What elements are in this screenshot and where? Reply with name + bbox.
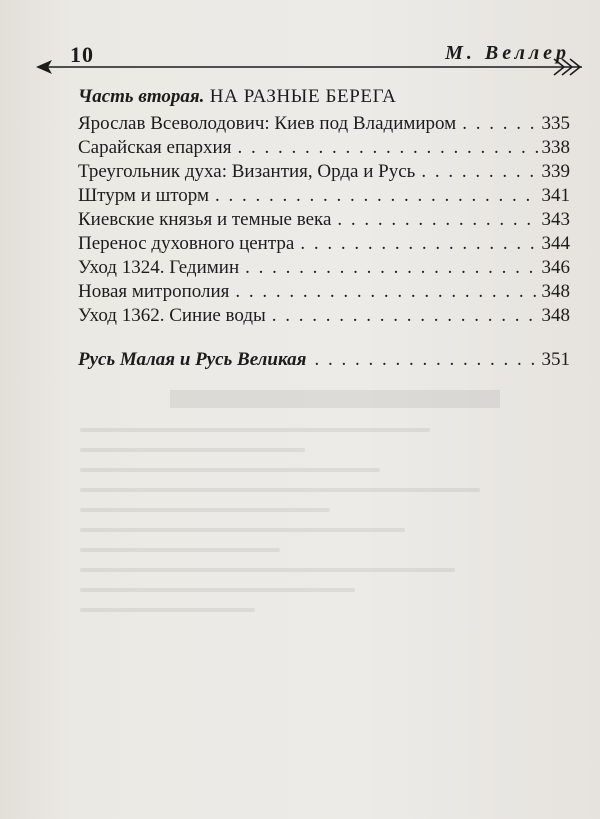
toc-entry-title: Треугольник духа: Византия, Орда и Русь bbox=[78, 161, 416, 182]
toc-entry-title: Уход 1324. Гедимин bbox=[78, 257, 240, 278]
toc-entry-title: Сарайская епархия bbox=[78, 137, 232, 158]
dot-leader bbox=[421, 160, 537, 184]
toc-entry bbox=[78, 304, 570, 328]
running-header bbox=[0, 34, 600, 84]
toc-section-entry bbox=[78, 348, 570, 372]
dot-leader bbox=[462, 112, 537, 136]
dot-leader bbox=[272, 304, 538, 328]
toc-entry bbox=[78, 256, 570, 280]
running-author: М. Веллер bbox=[445, 42, 570, 64]
toc-entry-title: Штурм и шторм bbox=[78, 185, 210, 206]
dot-leader bbox=[337, 208, 537, 232]
dot-leader bbox=[245, 256, 537, 280]
toc-entry-page: 344 bbox=[541, 233, 570, 254]
toc-entry bbox=[78, 160, 570, 184]
part-title: НА РАЗНЫЕ БЕРЕГА bbox=[209, 86, 397, 107]
toc-entry-page: 348 bbox=[541, 305, 570, 326]
toc-section-title: Русь Малая и Русь Великая bbox=[78, 349, 307, 370]
toc-entry bbox=[78, 280, 570, 304]
toc-entry-page: 348 bbox=[541, 281, 570, 302]
toc-entry-page: 341 bbox=[541, 185, 570, 206]
dot-leader bbox=[215, 184, 537, 208]
dot-leader bbox=[235, 280, 537, 304]
toc-entry-page: 338 bbox=[541, 137, 570, 158]
toc-entry-page: 346 bbox=[541, 257, 570, 278]
toc-entry bbox=[78, 184, 570, 208]
bleed-through-background bbox=[80, 370, 580, 810]
toc-entry-page: 335 bbox=[541, 113, 570, 134]
toc-entry-title: Уход 1362. Синие воды bbox=[78, 305, 266, 326]
dot-leader bbox=[237, 136, 537, 160]
toc-entry-title: Киевские князья и темные века bbox=[78, 209, 332, 230]
toc-entry-title: Перенос духовного центра bbox=[78, 233, 295, 254]
arrow-rule-icon bbox=[34, 54, 590, 80]
part-heading bbox=[78, 86, 570, 108]
toc-entry-title: Ярослав Всеволодович: Киев под Владимиром bbox=[78, 113, 457, 134]
table-of-contents bbox=[78, 86, 570, 372]
toc-entry bbox=[78, 112, 570, 136]
toc-section-page: 351 bbox=[541, 349, 570, 370]
toc-entry bbox=[78, 136, 570, 160]
page-number: 10 bbox=[70, 42, 94, 67]
dot-leader bbox=[314, 348, 535, 372]
toc-entry bbox=[78, 208, 570, 232]
toc-entry-page: 343 bbox=[541, 209, 570, 230]
part-label: Часть вторая. bbox=[78, 86, 205, 107]
dot-leader bbox=[300, 232, 537, 256]
toc-entry-page: 339 bbox=[541, 161, 570, 182]
toc-entry bbox=[78, 232, 570, 256]
toc-entry-title: Новая митрополия bbox=[78, 281, 230, 302]
